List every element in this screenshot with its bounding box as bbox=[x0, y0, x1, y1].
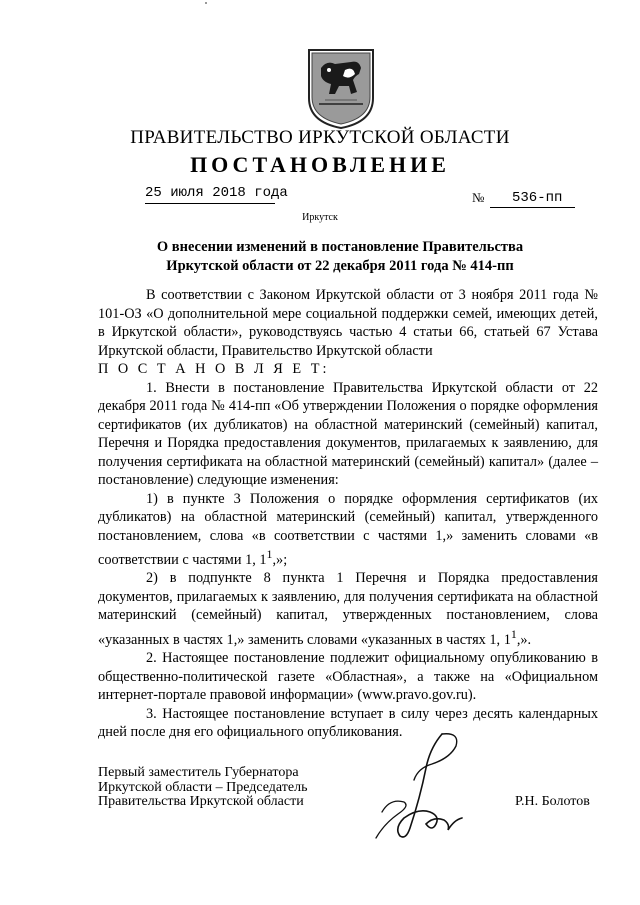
number-underline bbox=[490, 207, 575, 208]
item-2-paragraph: 2. Настоящее постановление подлежит официальному опубликованию в общественно-политической газете «Областная», а также на «Официальном интернет-портале правовой информации» (www.pravo.gov.ru). bbox=[98, 650, 598, 704]
item-1-1-tail: ,»; bbox=[272, 551, 288, 568]
coat-of-arms-emblem bbox=[305, 46, 377, 130]
item-1-2-tail: ,». bbox=[516, 631, 532, 648]
item-1-1-paragraph bbox=[98, 490, 598, 570]
item-1-1-superscript: 1 bbox=[266, 547, 273, 561]
document-number: 536-пп bbox=[512, 190, 563, 206]
preamble-paragraph: В соответствии с Законом Иркутской области от 3 ноября 2011 года № 101-ОЗ «О дополнительной мере социальной поддержки семей, имеющих детей, в Иркутской области», руководствуясь частью 4 статьи 66, статьей 67 Устава Иркутской области, Правительство Иркутской области bbox=[98, 287, 598, 359]
signatory-position: Первый заместитель Губернатора Иркутской области – Председатель Правительства Иркутской области bbox=[98, 765, 308, 809]
handwritten-signature bbox=[370, 728, 480, 846]
item-1-2-superscript: 1 bbox=[510, 626, 517, 641]
signatory-name: Р.Н. Болотов bbox=[515, 794, 590, 809]
item-1-2-text: 2) в подпункте 8 пункта 1 Перечня и Порядка предоставления документов, прилагаемых к заявлению, для получения сертификата на областной материнский (семейный) капитал, утвержденных постановлением, слова «указанных в частях 1,» заменить словами «указанных в частях 1, 1 bbox=[98, 570, 598, 648]
date-underline bbox=[145, 203, 275, 204]
document-date: 25 июля 2018 года bbox=[145, 185, 288, 201]
government-name: ПРАВИТЕЛЬСТВО ИРКУТСКОЙ ОБЛАСТИ bbox=[130, 127, 510, 148]
item-1-1-text: 1) в пункте 3 Положения о порядке оформления сертификатов (их дубликатов) на областной материнский (семейный) капитал, утвержденного постановлением, слова «в соответствии с частями 1,» заменить словами «в соответствии с частями 1, 1 bbox=[98, 490, 598, 568]
document-body bbox=[98, 286, 598, 742]
document-type: ПОСТАНОВЛЕНИЕ bbox=[190, 152, 450, 177]
document-title: О внесении изменений в постановление Правительства Иркутской области от 22 декабря 2011 года № 414-пп bbox=[156, 239, 524, 274]
item-1-paragraph: 1. Внести в постановление Правительства Иркутской области от 22 декабря 2011 года № 414-пп «Об утверждении Положения о порядке оформления сертификатов (их дубликатов) на областной материнский (семейный) капитал, Перечня и Порядка предоставления документов, прилагаемых к заявлению, для получения сертификата на областной материнский (семейный) капитал» (далее – постановление) следующие изменения: bbox=[98, 379, 598, 488]
item-1-2-paragraph bbox=[98, 569, 598, 649]
scan-speck bbox=[205, 2, 207, 4]
document-city: Иркутск bbox=[302, 212, 338, 223]
item-3-paragraph: 3. Настоящее постановление вступает в силу через десять календарных дней после дня его официального опубликования. bbox=[98, 705, 598, 741]
number-sign: № bbox=[472, 190, 485, 205]
decree-word: П О С Т А Н О В Л Я Е Т: bbox=[98, 361, 330, 377]
